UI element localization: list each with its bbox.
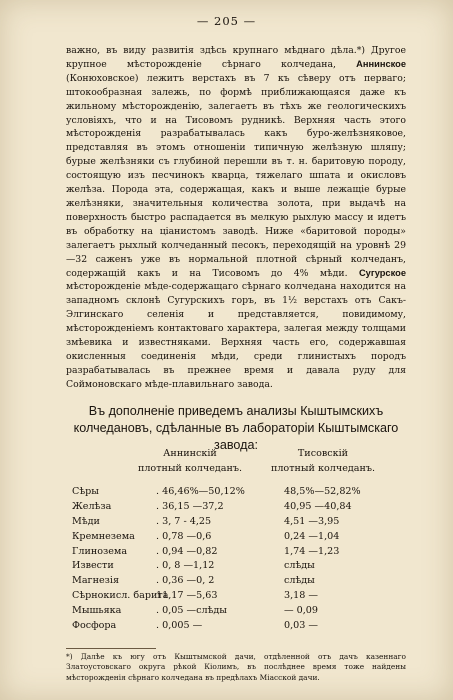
col-header-tisovsky: Тисовскій плотный колчеданъ. — [270, 448, 376, 474]
annensky-value: . 46,46%—50,12% — [156, 486, 245, 497]
table-row — [66, 620, 406, 635]
table-row — [66, 546, 406, 561]
table-header — [66, 446, 406, 486]
row-label: Сѣры — [72, 486, 99, 497]
row-label: Фосфора — [72, 620, 117, 632]
tisovsky-value: 48,5%—52,82% — [284, 486, 361, 497]
tisovsky-value: слѣды — [284, 560, 315, 572]
main-text — [66, 44, 406, 392]
table-body — [66, 486, 406, 635]
paragraph — [66, 44, 406, 392]
analysis-table — [66, 446, 406, 635]
row-label: Желѣза — [72, 500, 112, 512]
text-run: важно, въ виду развитія здѣсь крупнаго мѣднаго дѣла.*) Другое крупное мѣсторожденіе сѣрнаго колчедана, — [66, 45, 406, 70]
tisovsky-value: слѣды — [284, 575, 315, 587]
table-row — [66, 575, 406, 590]
row-label: Глинозема — [72, 545, 128, 557]
annensky-value: . 3, 7 - 4,25 — [156, 515, 212, 527]
tisovsky-value: 1,74 —1,23 — [284, 545, 340, 557]
page-number: — 205 — — [196, 14, 257, 28]
deposit-name-sugur: Сугурское — [358, 267, 406, 278]
annensky-value: 11,17 —5,63 — [156, 590, 218, 602]
annensky-value: . 0,78 —0,6 — [156, 530, 212, 542]
annensky-value: . 0,36 —0, 2 — [156, 575, 215, 587]
annensky-value: . 0,05 —слѣды — [156, 605, 227, 617]
row-label: Извести — [72, 560, 114, 572]
row-label: Сѣрнокисл. барита — [72, 590, 169, 602]
row-label: Кремнезема — [72, 530, 135, 542]
tisovsky-value: 40,95 —40,84 — [284, 500, 352, 512]
table-row — [66, 590, 406, 605]
table-row — [66, 531, 406, 546]
annensky-value: . 0, 8 —1,12 — [156, 560, 215, 572]
tisovsky-value: 3,18 — — [284, 590, 319, 602]
table-row — [66, 486, 406, 501]
row-label: Мышьяка — [72, 605, 122, 617]
text-run: мѣсторожденіе мѣдe-содержащаго сѣрнаго колчедана находится на западномъ склонѣ Сугурскихъ горъ, въ 1½ верстахъ отъ Сакъ-Элгинскаго селенія и представляется, повидимому, мѣсторожденіемъ контактоваго характера, залегая между толщами змѣевика и известняками. Верхняя часть его, содержавшая окисленныя соединенія мѣди, среди глинистыхъ породъ разрабатывалась въ прежнее время и давала руду для Соймоновскаго мѣдe-плавильнаго завода. — [66, 281, 406, 390]
row-label: Мѣди — [72, 515, 100, 527]
analysis-heading: Въ дополненіе приведемъ анализы Кыштымскихъ колчедановъ, сдѣланные въ лабораторіи Кыштымскаго завода: — [73, 404, 399, 452]
tisovsky-value: — 0,09 — [284, 605, 319, 617]
annensky-value: . 0,005 — — [156, 620, 203, 632]
deposit-name-annensky: Аннинское — [356, 58, 406, 69]
col-header-annensky: Аннинскій плотный колчеданъ. — [137, 448, 243, 474]
tisovsky-value: 0,03 — — [284, 620, 319, 632]
annensky-value: . 0,94 —0,82 — [156, 545, 218, 557]
row-label: Магнезія — [72, 575, 119, 587]
table-row — [66, 605, 406, 620]
annensky-value: . 36,15 —37,2 — [156, 500, 224, 512]
table-row — [66, 516, 406, 531]
tisovsky-value: 4,51 —3,95 — [284, 515, 340, 527]
tisovsky-value: 0,24 —1,04 — [284, 530, 340, 542]
footnote: *) Далѣе къ югу отъ Кыштымской дачи, отдѣленной отъ дачъ казеннаго Златоустовскаго округа рѣкой Кіолимъ, въ послѣднее время тоже найдены мѣсторожденія сѣрнаго колчедана въ предѣлахъ Міасской дачи. — [66, 652, 406, 682]
text-run: (Конюховское) лежитъ верстахъ въ 7 къ сѣверу отъ перваго; штокообразная залежь, по формѣ приближающаяся даже къ жильному мѣсторожденію, залегаетъ въ тѣхъ же геологическихъ условіяхъ, что и на Тисовомъ рудникѣ. Верхняя часть этого мѣсторожденія разрабатывалась какъ буро-желѣзняковое, представляя въ этомъ отношеніи типичную желѣзную шляпу; бурые желѣзняки съ глубиной перешли въ т. н. баритовую породу, состоящую изъ песчинокъ кварца, тяжелаго шпата и окисловъ желѣза. Порода эта, содержащая, какъ и выше лежащіе бурые желѣзняки, значительныя количества золота, при выдачѣ на поверхность быстро распадается въ мелкую рыхлую массу и идетъ въ обработку на ціанистомъ заводѣ. Ниже «баритовой породы» залегаетъ рыхлый колчеданный песокъ, переходящій на уровнѣ 29—32 саженъ уже въ нормальной плотной сѣрный колчеданъ, содержащій какъ и на Тисовомъ до 4% мѣди. — [66, 72, 406, 279]
table-row — [66, 501, 406, 516]
table-row — [66, 560, 406, 575]
